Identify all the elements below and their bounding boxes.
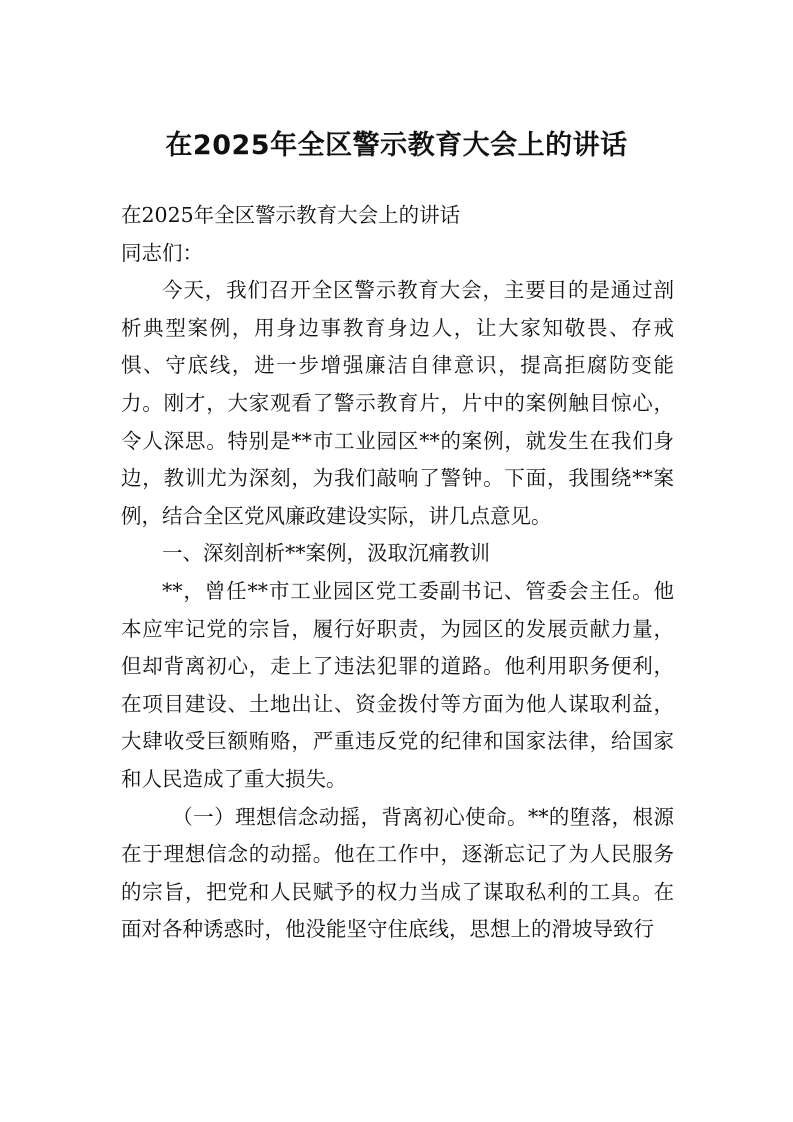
- paragraph-subsection-1: （一）理想信念动摇，背离初心使命。**的堕落，根源在于理想信念的动摇。他在工作中，逐渐忘记了为人民服务的宗旨，把党和人民赋予的权力当成了谋取私利的工具。在面对各种诱惑时，他没能坚守住底线，思想上的滑坡导致行: [121, 804, 674, 942]
- section-heading-1: 一、深刻剖析**案例，汲取沉痛教训: [162, 541, 490, 566]
- paragraph-intro: 今天，我们召开全区警示教育大会，主要目的是通过剖析典型案例，用身边事教育身边人，让大家知敬畏、存戒惧、守底线，进一步增强廉洁自律意识，提高拒腐防变能力。刚才，大家观看了警示教育片，片中的案例触目惊心，令人深思。特别是**市工业园区**的案例，就发生在我们身边，教训尤为深刻，为我们敲响了警钟。下面，我围绕**案例，结合全区党风廉政建设实际，讲几点意见。: [121, 278, 674, 528]
- document-subtitle: 在2025年全区警示教育大会上的讲话: [121, 203, 461, 227]
- paragraph-case: **，曾任**市工业园区党工委副书记、管委会主任。他本应牢记党的宗旨，履行好职责，为园区的发展贡献力量，但却背离初心，走上了违法犯罪的道路。他利用职务便利，在项目建设、土地出让、资金拨付等方面为他人谋取利益，大肆收受巨额贿赂，严重违反党的纪律和国家法律，给国家和人民造成了重大损失。: [121, 578, 674, 791]
- document-body: [121, 197, 674, 949]
- document-title: 在2025年全区警示教育大会上的讲话: [165, 130, 628, 161]
- salutation: 同志们：: [121, 240, 203, 265]
